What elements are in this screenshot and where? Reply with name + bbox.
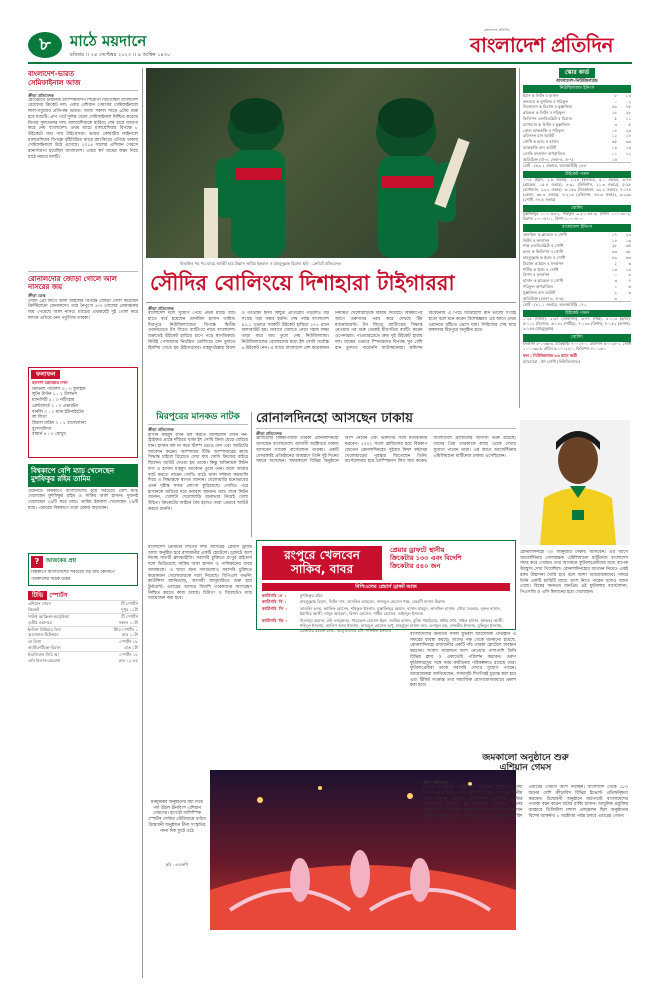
story-headline-line: জমকালো অনুষ্ঠানে শুরু bbox=[482, 753, 569, 763]
balls bbox=[617, 157, 631, 163]
batter-name: কোল ম্যাককঞ্চি ব শরিফুল bbox=[523, 127, 564, 133]
photo-credit: ছবি : এএফপি bbox=[165, 862, 189, 867]
runs: ৩ bbox=[614, 121, 617, 127]
bpl-story bbox=[148, 545, 252, 640]
bowling-text: মুস্তাফিজুর ১০-০-৫৩-২, শরিফুল ৯.২-০-৪৪-৩, হাসান ১০-০-৬১-২, মিরাজ ১০-০-৪৭-১, রিশাদ ১০-০-৪০-০ bbox=[523, 212, 631, 222]
story-headline: মিরপুরের মানকড নাটক bbox=[156, 412, 240, 422]
tv-row bbox=[28, 626, 138, 633]
batter-name: ফিলিপস এলবিডব্লিউ ব মিরাজ bbox=[523, 115, 573, 121]
quiz-question: বিশ্বকাপে বাংলাদেশের সবচেয়ে বড় জয় কোনটি? bbox=[31, 569, 115, 575]
runs: ২ bbox=[614, 289, 617, 295]
batter-name: লিটন ব ফার্গুসন bbox=[523, 237, 550, 243]
batter-name: শান্ত এলবিডব্লিউ ব সোধি bbox=[523, 243, 564, 249]
batter-name: হাসান ক ব্লান্ডেল ব সোধি bbox=[523, 278, 563, 284]
batter-name: অতিরিক্ত (বা-৪, লেবা-৫, ও-৭) bbox=[523, 156, 574, 162]
tv-channel: সকাল ১০টা bbox=[118, 619, 138, 625]
bpl-category-label: ক্যাটাগরি 'এ' : bbox=[262, 593, 287, 598]
asian-games-headline-box bbox=[423, 753, 628, 774]
tv-channel: রাত ১টা bbox=[124, 645, 138, 651]
quiz-answer: গতকালের সঠিক উত্তর bbox=[31, 577, 71, 583]
story-body: ওয়ানডে বিশ্বকাপে বাংলাদেশের হয়ে সবচেয়ে বেশি ম্যাচ খেলেছেন মুশফিকুর রহিম ও সাকিব আল হাসান। দুজনই খেলেছেন ২৯টি করে ম্যাচ। তামিম ইকবাল খেলেছেন ২৯টি ম্যাচ। এবারের বিশ্বকাপে তারা রেকর্ড বাড়াবেন। bbox=[28, 488, 138, 511]
fow-title: উইকেট পতন bbox=[523, 171, 631, 179]
bpl-category-row bbox=[262, 599, 512, 604]
tv-row bbox=[28, 658, 138, 664]
runs: ৩৩ bbox=[611, 249, 617, 255]
bpl-side-line: ক্রিকেটার ৫৪০ জন bbox=[390, 562, 441, 571]
story-byline: ক্রীড়া প্রতিবেদক bbox=[148, 306, 174, 311]
story-byline: ক্রীড়া প্রতিবেদক bbox=[148, 427, 174, 433]
results-body: ক্রিস্টাল প্যালেস ০ : ০ ফুলহাম লুটন টাউন ১ : ২ উলভস ম্যানসিটি ২ : ০ নটিংহাম ব্রেন্টফোর্ড ১ : ৩ এভারটন বার্নলি ০ : ১ ম্যান ইউনাইটেড লা লিগা রিয়াল মাদ্রিদ ২ : ১ বার্সেলোনা বুন্দেসলিগা বায়ার্ন ৪ : ০ বোখুম bbox=[32, 386, 86, 438]
runs: ৪৯ bbox=[611, 255, 617, 261]
balls: ৩৯ bbox=[625, 139, 631, 145]
story-kicker: বাংলাদেশ-ভারত bbox=[28, 70, 75, 78]
tv-row bbox=[28, 600, 138, 607]
story-byline: ক্রীড়া প্রতিবেদক bbox=[423, 780, 449, 785]
balls: ২ bbox=[628, 98, 631, 104]
balls: ১৩ bbox=[625, 237, 631, 243]
bpl-kicker-1: রংপুরে খেলবেন bbox=[284, 548, 360, 562]
masthead-logo: বাংলাদেশ প্রতিদিন bbox=[470, 33, 613, 57]
balls: ৩৫ bbox=[625, 243, 631, 249]
runs: ৪৯ bbox=[611, 104, 617, 110]
batter-name: সোধি ক হৃদয় ব হাসান bbox=[523, 139, 559, 145]
bpl-category-players: তাওহিদ হৃদয়, আফিফ হোসেন, শরিফুল ইসলাম, মুস্তাফিজুর রহমান, হাসান মাহমুদ, তানজিদ হাসান, সৌম্য সরকার, নুরুল হাসান, ইয়াসির আলী, নাসুম আহমেদ, রিশাদ হোসেন, শামীম হোসেন, তাইজুল ইসলাম bbox=[300, 605, 501, 617]
runs: ১৩ bbox=[611, 266, 617, 272]
story-body: বাংলাদেশ প্রিমিয়ার লিগের দশম আসরের প্লেয়ার্স ড্রাফট আজ অনুষ্ঠিত হবে রাজধানীর একটি হোটেলে। ড্রাফটে অংশ নিচ্ছে সাতটি ফ্র্যাঞ্চাইজি। সরাসরি চুক্তিতে রংপুর রাইডার্স দলে ভিড়িয়েছে সাকিব আল হাসান ও পাকিস্তানের বাবর আজমকে। এ ছাড়া অন্য দলগুলোও সরাসরি চুক্তিতে কয়েকজন খেলোয়াড়কে দলে নিয়েছে। বিপিএল গভর্নিং কাউন্সিল জানিয়েছে, আগামী জানুয়ারিতে শুরু হবে টুর্নামেন্ট। এবারের আসরে বিদেশি তারকাদের অংশগ্রহণ নিশ্চিত করতে কাজ চলছে। চিটাগং ও সিলেটেও ম্যাচ আয়োজন করা হবে। bbox=[148, 545, 252, 602]
results-title: ফলাফল bbox=[31, 370, 60, 380]
balls: ৭৫ bbox=[625, 104, 631, 110]
score-row bbox=[523, 296, 631, 302]
batter-name: মিরাজ ক ইয়াং ব ফার্গুসন bbox=[523, 260, 564, 266]
story-body: ব্রাজিলের বিশ্বকাপজয়ী তারকা রোনালদিনহো আসছেন বাংলাদেশে। আগামী অক্টোবরে ঢাকায় আসবেন সাবেক বার্সেলোনা তারকা। একটি বেসরকারি প্রতিষ্ঠানের আমন্ত্রণে তিনি দুই দিনের সফরে আসছেন। সফরকালে বিভিন্ন অনুষ্ঠানে অংশ নেবেন এবং ভক্তদের সঙ্গে মতবিনিময় করবেন। ২০০২ সালে ব্রাজিলের হয়ে বিশ্বকাপ জেতেন রোনালদিনহো। দুইবার ফিফা বর্ষসেরা খেলোয়াড়ের পুরস্কার জিতেছেন তিনি। বার্সেলোনার হয়ে চ্যাম্পিয়নস লিগ জয় করেন। বাংলাদেশে ব্রাজিলের অসংখ্য ভক্ত রয়েছে। তাদের প্রিয় তারকাকে কাছে থেকে দেখার সুযোগ পাবেন তারা। এর আগে আর্জেন্টিনার এমিলিয়ানো মার্টিনেজ ঢাকায় এসেছিলেন। bbox=[256, 436, 516, 465]
ronaldinho-continued bbox=[520, 550, 628, 745]
story-body: রোনালদিনহো ৩০ জানুয়ারি ঢাকায় আসবেন। এর আগে আর্জেন্টিনার গোলরক্ষক এমিলিয়ানো মার্টিনেজ বাংলাদেশ সফর করে গেছেন। তার আগমনে ফুটবলপ্রেমীদের মধ্যে ব্যাপক উচ্ছ্বাস দেখা গিয়েছিল। রোনালদিনহোর আগমন নিয়েও একই রকম উন্মাদনা তৈরি হবে বলে আশা আয়োজকদের। সফরে তিনি একটি চ্যারিটি ম্যাচে অংশ নিতে পারেন বলেও জানা গেছে। বিশ্বের অন্যতম জনপ্রিয় এই ফুটবলার বার্সেলোনা, পিএসজি ও এসি মিলানের হয়ে খেলেছেন। bbox=[520, 550, 628, 596]
tv-title: টিভি bbox=[28, 591, 47, 601]
bpl-side-line: ক্রিকেটার ১৩৩ এবং বিদেশি bbox=[390, 554, 462, 563]
player-illustration bbox=[520, 420, 630, 545]
bpl-category-row bbox=[262, 606, 512, 617]
balls: ২৪ bbox=[625, 133, 631, 139]
story-headline-line: এশিয়ান গেমস bbox=[499, 763, 552, 774]
runs: ১৪ bbox=[611, 237, 617, 243]
tv-channel: স্পোর্টস ১৮ bbox=[119, 639, 138, 645]
ronaldinho-story bbox=[256, 412, 516, 536]
tv-channel: দুপুর ১২টা bbox=[121, 607, 138, 613]
tv-program: এশিয়ান গেমস bbox=[28, 601, 51, 607]
balls: ২৮ bbox=[625, 110, 631, 116]
bowling-title: বোলিং bbox=[523, 334, 631, 342]
batter-name: শামীম ক ইয়াং ব সোধি bbox=[523, 266, 559, 272]
batter-name: শরিফুল অপরাজিত bbox=[523, 284, 554, 289]
runs: ৫ bbox=[614, 115, 617, 121]
story-byline: ক্রীড়া ডেস্ক bbox=[28, 293, 46, 299]
batter-name: ম্যাককঞ্চি রান আউট bbox=[523, 144, 557, 150]
batter-name: হৃদয় ক ফিলিপস ব সোধি bbox=[523, 249, 563, 255]
fow-title: উইকেট পতন bbox=[523, 310, 631, 318]
runs: ১৪ bbox=[611, 144, 617, 150]
quiz-box bbox=[28, 553, 138, 586]
story-body: হেংঝৌতে চায়নিজ চ্যাম্পিয়নশিপ শিরোপা জিতেছিল বাংলাদেশ মেয়েদের ক্রিকেট দল। এবার এশিয়ান গেমসের সেমিফাইনালে লাল-সবুজের প্রতিপক্ষ ভারত। আজ সকাল সাড়ে ৬টায় শুরু হবে ম্যাচটি। গ্রুপ পর্বে দুর্দান্ত খেলে সেমিফাইনাল নিশ্চিত করেছে নিগার সুলতানার দল। মালয়েশিয়াকে হারিয়ে শেষ চারে জায়গা করে নেয় বাংলাদেশ। প্রথম ম্যাচে মালয়েশিয়ার বিপক্ষে ৮ উইকেটে জয় পায় টাইগ্রেসরা। ভারত কোয়ার্টার ফাইনালে মালয়েশিয়ার বিপক্ষে বৃষ্টিবিঘ্নিত ম্যাচে র‍্যাংকিংয়ে এগিয়ে থাকায় সেমিফাইনালে উঠে এসেছে। ২০১৪ সালের এশিয়ান গেমসে রানার্সআপ হয়েছিল বাংলাদেশ। এবার স্বর্ণ জয়ের লক্ষ্য নিয়ে মাঠে নামবে দলটি। bbox=[28, 97, 138, 160]
tv-channel: টি স্পোর্টস bbox=[121, 601, 138, 607]
tv-channel: স্টার স্পোর্টস ১ bbox=[113, 626, 138, 632]
story-body: হাসান মাহমুদ যখন বল করতে যাচ্ছিলেন তখন নন-স্ট্রাইকার প্রান্তে দাঁড়িয়ে থাকা ইশ সোধি ক্রিজ ছেড়ে বেরিয়ে যান। হাসান বল না করে স্টাম্প ভেঙে দেন এবং আউটের আবেদন করেন। আম্পায়ার টিভি আম্পায়ারের কাছে সিদ্ধান্ত চাইলে রিপ্লেতে দেখা যায় সোধি ক্রিজের বাইরে ছিলেন। আউট দেওয়া হয় তাকে। কিন্তু অধিনায়ক লিটন দাস ও হাসান মাহমুদ আবেদন তুলে নেন। ফলে আবার ব্যাট করতে নামেন সোধি। মাঠে থাকা দর্শকরা করতালি দিয়ে এ সিদ্ধান্তকে স্বাগত জানান। খেলোয়াড়ি মনোভাবের এমন দৃষ্টান্ত সবার প্রশংসা কুড়িয়েছে। সোধিও পরে হাসানকে জড়িয়ে ধরে ধন্যবাদ জানান। ম্যাচ শেষে লিটন জানান, খেলাটা খেলোয়াড়ি মনোভাব নিয়েই খেলা উচিত। ক্রিকেটের আইনে বৈধ হলেও তারা এভাবে আউট করতে চাননি। bbox=[148, 432, 248, 512]
runs: ২ bbox=[614, 260, 617, 266]
results-box bbox=[28, 367, 138, 458]
batter-name: লোকি ফার্গুসন অপরাজিত bbox=[523, 150, 566, 156]
batter-name: কনওয়ে ক মুশফিক ব শরিফুল bbox=[523, 98, 569, 104]
tv-row bbox=[28, 645, 138, 651]
balls: ৬ bbox=[628, 284, 631, 289]
asian-games-story bbox=[423, 780, 628, 953]
balls: ৬ bbox=[628, 289, 631, 295]
tv-subtitle: স্পোর্টস bbox=[49, 591, 68, 599]
tv-channel: রাত ১২-৪৫ bbox=[118, 657, 138, 663]
bpl-categories bbox=[262, 593, 512, 635]
section-title: মাঠে ময়দানে bbox=[70, 32, 147, 50]
batter-name: রিশাদ ব ফার্গুসন bbox=[523, 272, 550, 278]
tv-row bbox=[28, 638, 138, 645]
column-divider bbox=[251, 412, 252, 537]
innings-total: মোট : (৪৯.২ ওভারে, অলআউট) ২৫৪ bbox=[523, 162, 631, 168]
question-icon: ? bbox=[31, 556, 43, 568]
story-body: বাংলাদেশ দলে সুযোগ পেয়ে প্রথম ম্যাচে ব্যাট হাতে ব্যর্থ হয়েছেন তানজিদ হাসান তামিম। মিরপুরে নিউজিল্যান্ডের বিপক্ষে দ্বিতীয় ওয়ানডেতে টস জিতে ব্যাটিংয়ে নামে বাংলাদেশ। শুরুতেই উইকেট হারিয়ে চাপে পড়ে স্বাগতিকরা। কিউই পেসারদের নিয়ন্ত্রিত বোলিংয়ে রান তুলতে হিমশিম খেতে হয় টাইগারদের। মাহমুদউল্লাহ রিয়াদ ও তাওহিদ হৃদয় কিছুটা প্রতিরোধ গড়লেও বড় সংগ্রহ গড়া সম্ভব হয়নি। শেষ পর্যন্ত বাংলাদেশ ৪১.১ ওভারে সবকটি উইকেট হারিয়ে ১৭১ রানে অলআউট হয়। জবাবে খেলতে নেমে সহজ লক্ষ্য তাড়া করে জয় তুলে নেয় নিউজিল্যান্ড। নিউজিল্যান্ডের বোলারদের মধ্যে ইশ সোধি সর্বোচ্চ ৬ উইকেট নেন। এ ম্যাচে বাংলাদেশ বেশ কয়েকজন নিয়মিত খেলোয়াড়কে বিশ্রাম দিয়েছে। বিশ্বকাপের আগে তরুণদের পরখ করে দেখছে টিম ম্যানেজমেন্ট। টস জিতে ব্যাটিংয়ের সিদ্ধান্ত নেওয়ার পর শুরু থেকেই ধীরগতির ব্যাটিং করেন ওপেনাররা। পাওয়ারপ্লেতে দ্রুত দুই উইকেট হারায় দল। মাঝের ওভারে স্পিনারদের বিপক্ষে খুব বেশি রান তুলতে পারেননি ব্যাটসম্যানরা। কন্ডিশন বিবেচনায় এ পিচে আড়াইশো রান ভালো সংগ্রহ হতো বলে মনে করেন বিশেষজ্ঞরা। এর আগে প্রথম ওয়ানডে বৃষ্টিতে ভেসে যায়। সিরিজের শেষ ম্যাচ মঙ্গলবার মিরপুরে অনুষ্ঠিত হবে। bbox=[148, 311, 516, 351]
balls: ২৩ bbox=[625, 127, 631, 133]
bpl-category-players: মাহমুদুল্লাহ রিয়াদ, লিটন দাস, তাসকিন আহমেদ, নাজমুল হোসেন শান্ত, মেহেদী হাসান মিরাজ bbox=[300, 599, 446, 605]
bpl-category-row bbox=[262, 593, 512, 598]
tv-row bbox=[28, 651, 138, 658]
bpl-category-players: মুশফিকুর রহিম bbox=[300, 593, 323, 598]
balls: ৬৩ bbox=[625, 255, 631, 261]
bowling-text: ফার্গুসন ৮-১-৩৬-৩, ম্যাককঞ্চি ৭-০-২৭-০, রবিনসন ৬-০-২৮-০, সোধি ১০-০-৩৯-৬, রাচিন ৬.১-০-২২-০, ফিলিপস ৪-০-১৬-০ bbox=[523, 341, 631, 351]
issue-date: রবিবার ।। ২৪ সেপ্টেম্বর ২০২৩ ।। ৯ আশ্বিন ১৪৩০ bbox=[70, 52, 171, 58]
batter-name: মুস্তাফিজ রান আউট bbox=[523, 289, 556, 295]
runs: ৯ bbox=[614, 295, 617, 301]
tv-program: ইংলিশ প্রিমিয়ার লিগ bbox=[28, 626, 61, 632]
bpl-bar: বিপিএলের প্লেয়ার্স ড্রাফট আজ bbox=[262, 583, 510, 591]
tv-channel: স্পোর্টস ১৮ bbox=[119, 651, 138, 657]
story-headline: বিশ্বকাপে বেশি ম্যাচ খেলেছেন মুশফিকুর রহিম তামিম bbox=[31, 466, 115, 484]
innings-total: মোট : (৪১.১ ওভারে, অলআউট) ১৭১ bbox=[523, 301, 631, 307]
player-of-match: ম্যাচসেরা : ইশ সোধি (নিউজিল্যান্ড) bbox=[523, 358, 580, 364]
batter-name: ইয়াং ক লিটন ব হাসান bbox=[523, 92, 559, 98]
header-rule bbox=[28, 62, 632, 64]
batting-table bbox=[523, 232, 631, 302]
runs: ১২ bbox=[611, 133, 617, 139]
page-number: ৮ bbox=[28, 32, 62, 58]
runs: ১ bbox=[614, 284, 617, 289]
tv-program: লা লিগা bbox=[28, 639, 42, 645]
tv-channel: টি স্পোর্টস bbox=[121, 614, 138, 620]
innings-title: নিউজিল্যান্ড ইনিংস bbox=[523, 85, 631, 93]
left-column bbox=[28, 70, 138, 663]
masthead-tagline: বাংলাদেশ প্রতিদিন bbox=[484, 28, 510, 32]
tv-program: ইতালিয়ান সিরি আ bbox=[28, 651, 59, 657]
asian-photo-caption: মনমুগ্ধকর অনুষ্ঠানের মধ্য দিয়ে পর্দা উঠল ঊনবিংশ এশিয়ান গেমসের। হাংঝৌ অলিম্পিক স্পোর্টস সেন্টার স্টেডিয়ামে বর্ণাঢ্য উদ্বোধনী অনুষ্ঠানে চীনা সংস্কৃতির নানা দিক ফুটে ওঠে bbox=[148, 800, 206, 834]
balls: ১১ bbox=[625, 115, 631, 121]
batsmen-illustration bbox=[146, 68, 516, 258]
runs: ১৪ bbox=[611, 127, 617, 133]
batter-name: নিকোলস ক মিরাজ ব মুস্তাফিজ bbox=[523, 104, 573, 110]
batter-name: চ্যাপম্যান ক লিটন ব মুস্তাফিজ bbox=[523, 121, 570, 127]
story-body: চীনের হাংঝৌতে জমকালো উদ্বোধনী অনুষ্ঠানের মধ্য দিয়ে শুরু হয়েছে ১৯তম এশিয়ান গেমস। গতকাল স্থানীয় সময় সন্ধ্যায় হাংঝৌ অলিম্পিক স্পোর্টস সেন্টার স্টেডিয়ামে অনুষ্ঠিত হয় উদ্বোধনী অনুষ্ঠান। চীনের প্রেসিডেন্ট শি জিনপিং আনুষ্ঠানিকভাবে গেমসের উদ্বোধন ঘোষণা করেন। ৪৫টি দেশের প্রায় ১২ হাজার ক্রীড়াবিদ এবারের গেমসে অংশ নিচ্ছেন। বাংলাদেশ থেকে ১৮০ জনের বেশি ক্রীড়াবিদ বিভিন্ন ইভেন্টে প্রতিদ্বন্দ্বিতা করবেন। উদ্বোধনী অনুষ্ঠানে মার্চপাস্টে বাংলাদেশের পতাকা বহন করেন শুটার রাব্বি হাসান। আধুনিক প্রযুক্তির ব্যবহারে ডিজিটাল মশাল প্রজ্জ্বলন ছিল অনুষ্ঠানের বিশেষ আকর্ষণ। ৮ অক্টোবর পর্যন্ত চলবে এবারের গেমস। bbox=[423, 785, 628, 819]
bpl-category-players: মিজানুর রহমান, রনি তালুকদার, পারভেজ হোসেন ইমন, জাকির হাসান, মুনিম শাহরিয়ার, নাঈম শেখ, সাইফ হাসান, আকবর আলী, শহিদুল ইসলাম, আলিস আল ইসলাম, নাজমুল হোসেন অপু, মাহমুদুল হাসান জয়, এনামুল হক, তানভীর ইসলাম, মুকিদুল ইসলাম, রেজাউর রহমান রাজা, আবু হায়দার রনি, শফিউল ইসলাম bbox=[300, 617, 504, 634]
batter-name: ব্লান্ডেল ক লিটন ব শরিফুল bbox=[523, 110, 565, 116]
fow-text: ১-২৫ (লিটন), ২-৩৭ (তানজিদ), ৩-৭৭ (শান্ত), ৪-১০৩ (হৃদয়), ৫-১১২ (মিরাজ), ৬-১৪২ (শামীম), ৭-১৪৩ (রিশাদ), ৮-১৫২ (হাসান), ৯-১৬৫ (মাহমুদুল্লাহ) bbox=[523, 317, 631, 332]
fow-text: ১-১৫ (ইয়াং, ২.৬ ওভার), ২-২৪ (কনওয়ে, ৫.১ ওভার), ৩-৭৪ (ব্লান্ডেল, ১৫.৪ ওভার), ৪-৯১ (ফিলিপস, ২১.৩ ওভার), ৫-৯৮ (চ্যাপম্যান, ২৩.২ ওভার), ৬-১৪৩ (নিকোলস, ৩২.২ ওভার), ৭-১৭৫ (কোল, ৩৮.৩ ওভার), ৮-২১৩ (রবিনসন, ৪৪.৬ ওভার), ৯-২৩৯ (সোধি, ৪৭.৫ ওভার) bbox=[523, 178, 631, 202]
runs: ১১ bbox=[611, 150, 617, 156]
scorecard-match: বাংলাদেশ-নিউজিল্যান্ড bbox=[556, 78, 598, 84]
batter-name: তানজিদ ক ব্লান্ডেল ব সোধি bbox=[523, 231, 567, 237]
balls bbox=[617, 296, 631, 302]
tv-row bbox=[28, 613, 138, 620]
story-byline: ক্রীড়া প্রতিবেদক bbox=[256, 431, 282, 437]
tv-channel: রাত ১০টা bbox=[121, 632, 138, 638]
batter-name: মাহমুদুল্লাহ ক ইয়াং ব সোধি bbox=[523, 255, 566, 261]
tv-box bbox=[28, 591, 138, 663]
ronaldinho-more bbox=[410, 632, 516, 750]
tv-listing bbox=[28, 600, 138, 663]
balls: ১৬ bbox=[625, 144, 631, 150]
ronaldinho-photo bbox=[520, 420, 630, 545]
runs: ১৭ bbox=[611, 231, 617, 237]
column-divider bbox=[519, 68, 520, 408]
mankad-story bbox=[148, 412, 248, 553]
balls: ১৩ bbox=[625, 92, 631, 98]
tv-program: আর্সেনাল-টটেনহাম bbox=[28, 632, 59, 638]
balls: ৬ bbox=[628, 260, 631, 266]
tv-row bbox=[28, 620, 138, 626]
results-league: ইংলিশ প্রিমিয়ার লিগ bbox=[32, 381, 68, 387]
bowling-title: বোলিং bbox=[523, 205, 631, 213]
quiz-title: আজকের প্রশ্ন bbox=[46, 558, 76, 565]
bpl-kicker-box bbox=[262, 546, 382, 580]
tv-program: সাউথ আফ্রিকা-অস্ট্রেলিয়া bbox=[28, 614, 70, 620]
balls: ৩৮ bbox=[625, 249, 631, 255]
balls: ৩ bbox=[628, 272, 631, 278]
story-headline: রোনালদিনহো আসছেন ঢাকায় bbox=[256, 411, 413, 426]
batting-table bbox=[523, 93, 631, 163]
story-headline: সেমিফাইনাল আজ bbox=[28, 78, 81, 87]
story-body: সৌদি প্রো লিগে আল আহলির বিপক্ষে জোড়া গোল করেছেন ক্রিস্টিয়ানো রোনালদো। তার নৈপুণ্যে ৪-৩ গোলের রোমাঞ্চকর জয় পেয়েছে আল নাসর। ম্যাচের প্রথমার্ধেই দুই গোল করে দলকে এগিয়ে নেন পর্তুগিজ তারকা। bbox=[28, 298, 138, 321]
story-banner bbox=[28, 464, 138, 487]
runs: ১৬ bbox=[611, 156, 617, 162]
main-story bbox=[148, 306, 516, 401]
balls: ১২ bbox=[625, 150, 631, 156]
runs: ১৮ bbox=[611, 110, 617, 116]
photo-caption: বিতর্কিত পর পর ম্যাচে আউট হয়ে উল্লাস তামিম ইকবাল ও মাহমুদুল্লাহ রিয়াদ। ছবি : ক্রেডিট প্রতিবেদক bbox=[180, 261, 341, 266]
tv-row bbox=[28, 632, 138, 638]
bpl-side-head bbox=[390, 546, 514, 570]
tv-program: ক্রিকেট bbox=[28, 607, 40, 613]
batter-name: অতিরিক্ত (লেবা-৩, ও-৬) bbox=[523, 295, 564, 301]
runs: ০ bbox=[614, 272, 617, 278]
bpl-category-label: ক্যাটাগরি 'বি' : bbox=[262, 599, 287, 605]
runs: ৩৫ bbox=[611, 139, 617, 145]
balls: ৫ bbox=[628, 121, 631, 127]
match-result: ফল : নিউজিল্যান্ড ৮৬ রানে জয়ী bbox=[523, 353, 577, 359]
main-headline: সৌদির বোলিংয়ে দিশাহারা টাইগাররা bbox=[150, 271, 455, 295]
bpl-side-line: প্রেয়ার ড্রাফটে স্থানীয় bbox=[390, 546, 445, 554]
tv-program: এসি মিলান-ভেরোনা bbox=[28, 657, 61, 663]
runs: ৩ bbox=[614, 278, 617, 284]
score-row bbox=[523, 157, 631, 163]
column-divider bbox=[142, 68, 143, 978]
runs: ৮ bbox=[614, 92, 617, 98]
tv-program: অ্যাটলেটিকো-রিয়াল bbox=[28, 645, 61, 651]
runs: ০ bbox=[614, 98, 617, 104]
headline-rule bbox=[146, 302, 516, 303]
runs: ২৮ bbox=[611, 243, 617, 249]
story-body: বাংলাদেশের অন্যতম সফল ফুটবল আয়োজক প্রতিষ্ঠান এ সফরের ব্যবস্থা করছে। তাদের পক্ষ থেকে জানানো হয়েছে, রোনালদিনহো রাজধানীর একটি পাঁচ তারকা হোটেলে অবস্থান করবেন। সংবাদ সম্মেলনে অংশ নেওয়ার পাশাপাশি তিনি বিভিন্ন ক্লাব ও একাডেমি পরিদর্শন করবেন। তরুণ ফুটবলারদের সঙ্গে সময় কাটানোর পরিকল্পনাও রয়েছে তার। ফুটবলপ্রেমীরা তাকে সরাসরি দেখার সুযোগ পাবেন। আয়োজকরা জানিয়েছেন, সফরসূচি শিগগিরই চূড়ান্ত করা হবে এবং টিকিট সংক্রান্ত তথ্য সামাজিক যোগাযোগমাধ্যমে প্রকাশ করা হবে। bbox=[410, 632, 516, 689]
balls: ১৯ bbox=[625, 266, 631, 272]
tv-program: তৃতীয় ওয়ানডে bbox=[28, 619, 53, 625]
balls: ২৩ bbox=[625, 231, 631, 237]
scorecard-title: স্কোর কার্ড bbox=[559, 68, 595, 78]
scorecard bbox=[523, 68, 631, 411]
tv-row bbox=[28, 607, 138, 613]
batter-name: রবিনসন রান আউট bbox=[523, 133, 555, 139]
bpl-category-label: ক্যাটাগরি 'সি' : bbox=[262, 605, 287, 611]
balls: ৭ bbox=[628, 278, 631, 284]
bpl-kicker-2: সাকিব, বাবর bbox=[290, 561, 354, 576]
story-headline: রোনালদোর জোড়া গোলে আল নাসরের জয় bbox=[28, 274, 117, 292]
bpl-category-label: ক্যাটাগরি 'ডি' : bbox=[262, 617, 288, 623]
innings-title: বাংলাদেশ ইনিংস bbox=[523, 224, 631, 232]
cricket-photo bbox=[146, 68, 516, 258]
story-byline: ক্রীড়া প্রতিবেদক bbox=[28, 92, 54, 98]
